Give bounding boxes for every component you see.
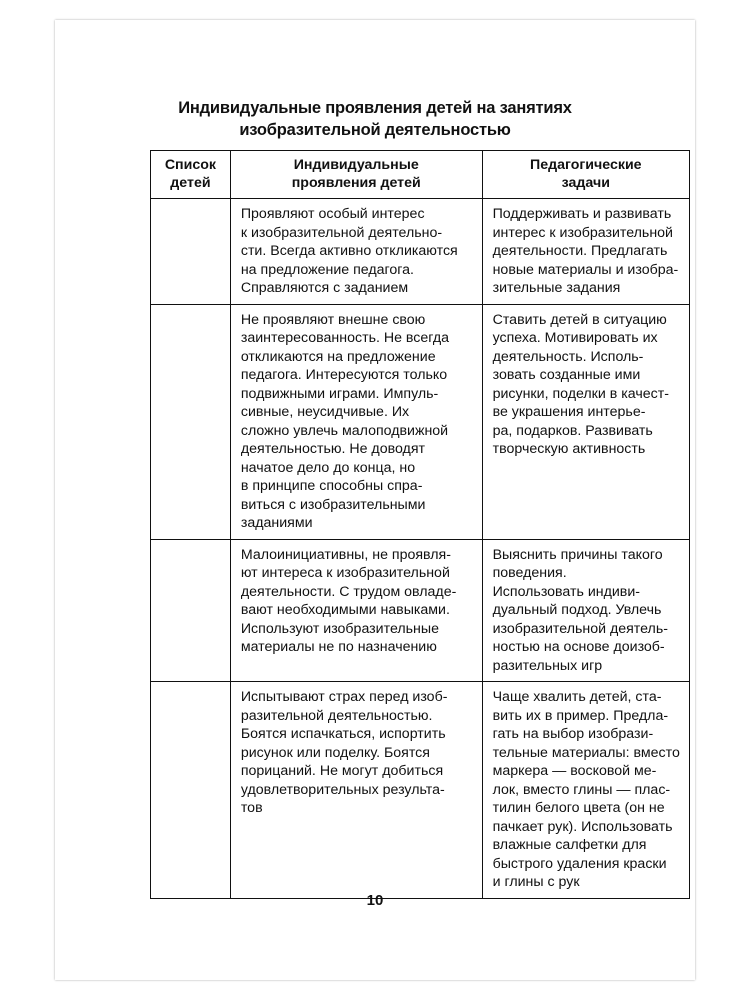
tasks-cell: Поддерживать и развивать интерес к изобразительной деятельности. Предлагать новые материалы и изобра- зительные задания: [482, 199, 689, 305]
tasks-cell: Чаще хвалить детей, ста- вить их в пример. Предла- гать на выбор изобрази- тельные материалы: вместо маркера — восковой ме- лок, вместо глины — плас- тилин белого цвета (он не пачкает рук). Использовать влажные салфетки для быстрого удаления краски и глины с рук: [482, 682, 689, 899]
table-row: [151, 539, 690, 682]
header-pedagogical-tasks: Педагогические задачи: [482, 151, 689, 199]
table-row: [151, 199, 690, 305]
page-number: 10: [366, 892, 384, 909]
table-header-row: [151, 151, 690, 199]
manifestations-cell: Проявляют особый интерес к изобразительной деятельно- сти. Всегда активно откликаются на предложение педагога. Справляются с заданием: [230, 199, 482, 305]
children-cell: [151, 199, 231, 305]
manifestations-table: [150, 150, 690, 899]
children-cell: [151, 304, 231, 539]
manifestations-cell: Малоинициативны, не проявля- ют интереса к изобразительной деятельности. С трудом овладе- вают необходимыми навыками. Используют изобразительные материалы не по назначению: [230, 539, 482, 682]
tasks-cell: Выяснить причины такого поведения. Использовать индиви- дуальный подход. Увлечь изобразительной деятель- ностью на основе доизоб- разительных игр: [482, 539, 689, 682]
header-children-list: Список детей: [151, 151, 231, 199]
table-row: [151, 304, 690, 539]
children-cell: [151, 539, 231, 682]
document-page: [55, 20, 695, 980]
table-title: Индивидуальные проявления детей на занятиях изобразительной деятельностью: [178, 99, 572, 139]
tasks-cell: Ставить детей в ситуацию успеха. Мотивировать их деятельность. Исполь- зовать созданные ими рисунки, поделки в качест- ве украшения интерье- ра, подарков. Развивать творческую активность: [482, 304, 689, 539]
manifestations-cell: Испытывают страх перед изоб- разительной деятельностью. Боятся испачкаться, испортить рисунок или поделку. Боятся порицаний. Не могут добиться удовлетворительных результа- тов: [230, 682, 482, 899]
table-row: [151, 682, 690, 899]
manifestations-cell: Не проявляют внешне свою заинтересованность. Не всегда откликаются на предложение педагога. Интересуются только подвижными играми. Импуль- сивные, неусидчивые. Их сложно увлечь малоподвижной деятельностью. Не доводят начатое дело до конца, но в принципе способны спра- виться с изобразительными заданиями: [230, 304, 482, 539]
children-cell: [151, 682, 231, 899]
header-manifestations: Индивидуальные проявления детей: [230, 151, 482, 199]
